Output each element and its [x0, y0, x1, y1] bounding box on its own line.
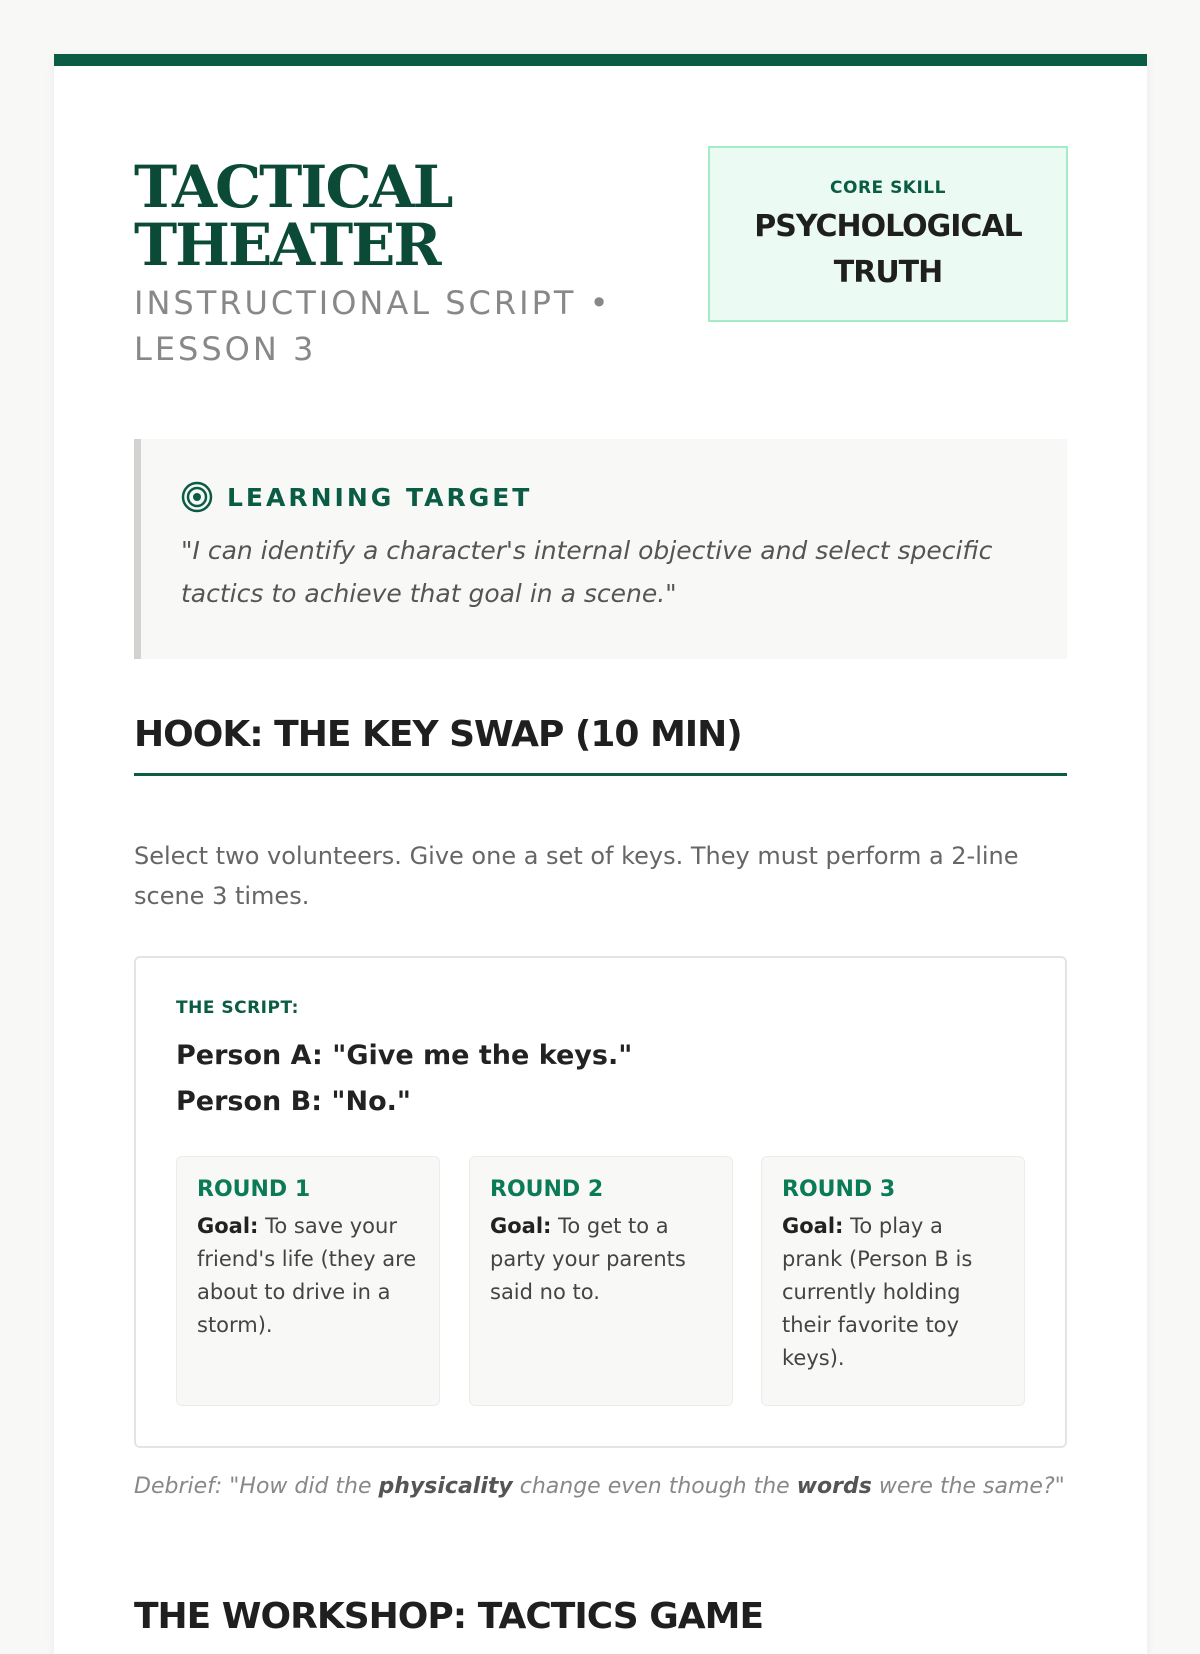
round-goal: [782, 1210, 1004, 1375]
header: [134, 66, 1067, 406]
learning-target-quote: "I can identify a character's internal objective and select specific tactics to achieve that goal in a scene.": [181, 536, 993, 608]
round-title: ROUND 1: [197, 1177, 311, 1202]
round-title: ROUND 2: [490, 1177, 604, 1202]
script-line-b: Person B: "No.": [176, 1086, 411, 1117]
debrief-question: [134, 1474, 1067, 1499]
core-skill-value-line-2: TRUTH: [833, 255, 943, 290]
page-subtitle: [134, 280, 654, 372]
round-goal: [490, 1210, 712, 1309]
core-skill-value-line-1: PSYCHOLOGICAL: [754, 209, 1022, 244]
hook-description: Select two volunteers. Give one a set of keys. They must perform a 2-line scene 3 times.: [134, 842, 1019, 910]
goal-label: Goal:: [782, 1214, 844, 1238]
round-card-2: [469, 1156, 733, 1406]
debrief-text-3: were the same?": [871, 1474, 1065, 1499]
debrief-emphasis-1: physicality: [378, 1474, 513, 1499]
hook-section-title: HOOK: THE KEY SWAP (10 MIN): [134, 714, 1067, 776]
round-card-1: [176, 1156, 440, 1406]
learning-target-label: LEARNING TARGET: [227, 482, 533, 512]
title-line-1: TACTICAL: [134, 153, 452, 221]
title-line-2: THEATER: [134, 211, 440, 279]
page-title: [134, 153, 554, 279]
goal-label: Goal:: [490, 1214, 552, 1238]
core-skill-label: CORE SKILL: [830, 178, 946, 198]
round-card-3: [761, 1156, 1025, 1406]
goal-label: Goal:: [197, 1214, 259, 1238]
subtitle-line-2: LESSON 3: [134, 330, 317, 368]
debrief-text-1: Debrief: "How did the: [134, 1474, 379, 1499]
debrief-emphasis-2: words: [796, 1474, 872, 1499]
document-page: [54, 54, 1147, 1654]
goal-text: To save your friend's life (they are about to drive in a storm).: [197, 1214, 417, 1337]
target-icon: [181, 481, 213, 513]
script-label: THE SCRIPT:: [176, 998, 299, 1018]
goal-text: To get to a party your parents said no to.: [490, 1214, 686, 1304]
core-skill-value: [710, 204, 1066, 296]
goal-text: To play a prank (Person B is currently holding their favorite toy keys).: [782, 1214, 973, 1370]
document-content: [134, 66, 1067, 1637]
script-card: [134, 956, 1067, 1448]
learning-target-box: [134, 439, 1067, 659]
core-skill-box: [708, 146, 1068, 322]
subtitle-line-1: INSTRUCTIONAL SCRIPT •: [134, 284, 612, 322]
round-title: ROUND 3: [782, 1177, 896, 1202]
debrief-text-2: change even though the: [512, 1474, 797, 1499]
workshop-section-title: THE WORKSHOP: TACTICS GAME: [134, 1596, 764, 1637]
script-line-a: Person A: "Give me the keys.": [176, 1040, 633, 1071]
learning-target-header: [181, 477, 1027, 517]
round-goal: [197, 1210, 419, 1342]
